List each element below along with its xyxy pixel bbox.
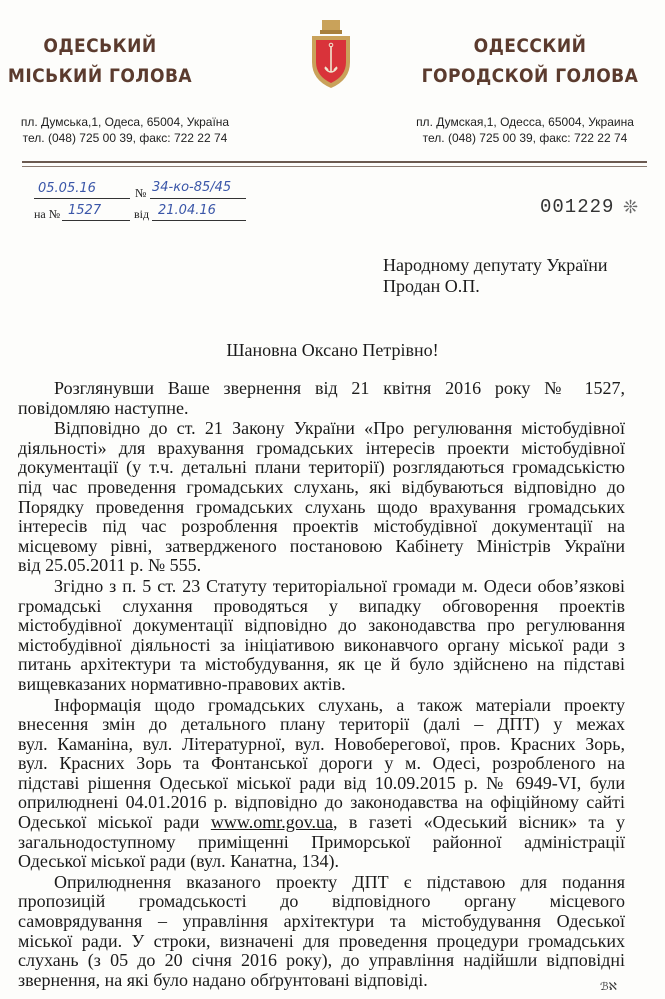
- left-title-line: ОДЕСЬКИЙ: [43, 35, 157, 57]
- text-line: пропозицій громадськості до відповідного органу місцевого: [18, 891, 625, 912]
- paragraph: [18, 696, 625, 872]
- outgoing-number: 34-ко-85/45: [152, 180, 232, 195]
- address-line: пл. Думська,1, Одеса, 65004, Україна: [20, 115, 230, 129]
- from-date: 21.04.16: [158, 203, 216, 218]
- text-line: слухань (з 05 до 20 січня 2016 року), до управління надійшли відповідні: [18, 950, 625, 971]
- text-line: інтересів під час розроблення проектів містобудівної документації на: [18, 516, 625, 537]
- header-divider-thin: [22, 166, 647, 167]
- text-line: Порядку проведення громадських слухань щодо врахування громадських: [18, 496, 625, 517]
- number-label: №: [135, 186, 147, 200]
- address-line: пл. Думская,1, Одесса, 65004, Украина: [416, 115, 634, 129]
- phone-line: тел. (048) 725 00 39, факс: 722 22 74: [22, 131, 228, 145]
- paragraph: [18, 379, 625, 418]
- text-line: Розглянувши Ваше звернення від 21 квітня 2016 року № 1527,: [54, 378, 625, 398]
- website-link[interactable]: www.omr.gov.ua: [210, 812, 334, 833]
- text-line: внесення змін до детального плану території (далі – ДПТ) у межах: [18, 714, 625, 735]
- right-title-line: ОДЕССКИЙ: [473, 35, 587, 57]
- right-title-line: ГОРОДСКОЙ ГОЛОВА: [421, 65, 639, 87]
- left-title-line: МІСЬКИЙ ГОЛОВА: [7, 65, 193, 87]
- text-line: звернення, на які було надано обґрунтовані відповіді.: [18, 969, 428, 990]
- text-line: Оприлюднення вказаного проекту ДПТ є підставою для подання: [54, 871, 625, 892]
- text-line: Інформація щодо громадських слухань, а також матеріали проекту: [54, 694, 625, 715]
- outgoing-date: 05.05.16: [38, 181, 96, 196]
- text-line: оприлюднені 04.01.2016 р. відповідно до законодавства на офіційному сайті: [18, 792, 625, 813]
- from-date-line: [152, 220, 246, 221]
- addressee-name: Продан О.П.: [383, 276, 480, 296]
- paragraph: [18, 419, 625, 576]
- right-title: [409, 31, 652, 91]
- text-line: діяльності» для врахування громадських інтересів проекти містобудівної: [18, 437, 625, 458]
- phone-line: тел. (048) 725 00 39, факс: 722 22 74: [422, 131, 628, 145]
- text-line: містобудівної діяльності за ініціативою виконавчого органу міської ради з: [18, 634, 625, 655]
- text-line: міської ради. У строки, визначені для проведення процедури громадських: [18, 930, 625, 951]
- date-line: [34, 198, 130, 199]
- in-reply-number: 1527: [68, 203, 102, 218]
- text-line: місцевому рівні, затвердженого постановою Кабінету Міністрів України: [18, 535, 625, 556]
- text-line: повідомляю наступне.: [18, 397, 189, 418]
- addressee-title: Народному депутату України: [383, 255, 608, 275]
- text-line: громадські слухання проводяться у випадку обговорення проектів: [18, 595, 625, 616]
- text-line: документації (у т.ч. детальні плани території) розглядаються громадськістю: [18, 457, 625, 478]
- from-label: від: [134, 207, 150, 221]
- text-line: вищевказаних нормативно-правових актів.: [18, 673, 346, 694]
- seal-mark-icon: ❊: [623, 197, 639, 217]
- number-line: [150, 198, 246, 199]
- in-reply-line: [62, 220, 130, 221]
- left-address: [10, 114, 240, 146]
- text-line: містобудівної документації відповідно до законодавства про регулювання: [18, 615, 625, 636]
- in-reply-label: на №: [34, 207, 61, 221]
- serial-number: 001229: [540, 196, 615, 218]
- text-line: під час проведення громадських слухань, які відбуваються відповідно до: [18, 476, 625, 497]
- text-line: підставі рішення Одеської міської ради від 10.09.2015 р. № 6949-VI, були: [18, 772, 625, 793]
- initials-mark-icon: ℬℵ: [600, 980, 617, 993]
- letter-body: [18, 379, 625, 991]
- left-title: [0, 31, 208, 91]
- paragraph: [18, 577, 625, 695]
- text-line: вул. Каманіна, вул. Літературної, вул. Новоберегової, пров. Красних Зорь,: [18, 733, 625, 754]
- text-line: Відповідно до ст. 21 Закону України «Про регулювання містобудівної: [54, 418, 625, 439]
- text-line: Одеської міської ради (вул. Канатна, 134).: [18, 851, 340, 872]
- right-address: [400, 114, 650, 146]
- text-line: Одеської міської ради www.omr.gov.ua, в газеті «Одеський вісник» та у: [18, 812, 626, 833]
- text-line: питань архітектури та містобудування, як це й було здійснено на підставі: [18, 654, 625, 675]
- text-line: від 25.05.2011 р. № 555.: [18, 555, 202, 576]
- text-line: загальнодоступному приміщенні Приморської районної адміністрації: [18, 831, 625, 852]
- paragraph: [18, 873, 625, 991]
- text-line: вул. Красних Зорь та Фонтанської дороги у м. Одесі, розробленого на: [18, 753, 625, 774]
- greeting: Шановна Оксано Петрівно!: [226, 340, 439, 360]
- text-line: Згідно з п. 5 ст. 23 Статуту територіальної громади м. Одеси обов’язкові: [54, 575, 625, 596]
- header-divider: [22, 161, 647, 163]
- odesa-coat-of-arms-icon: [308, 18, 354, 90]
- text-line: самоврядування – управління архітектури та містобудування Одеської: [18, 911, 625, 932]
